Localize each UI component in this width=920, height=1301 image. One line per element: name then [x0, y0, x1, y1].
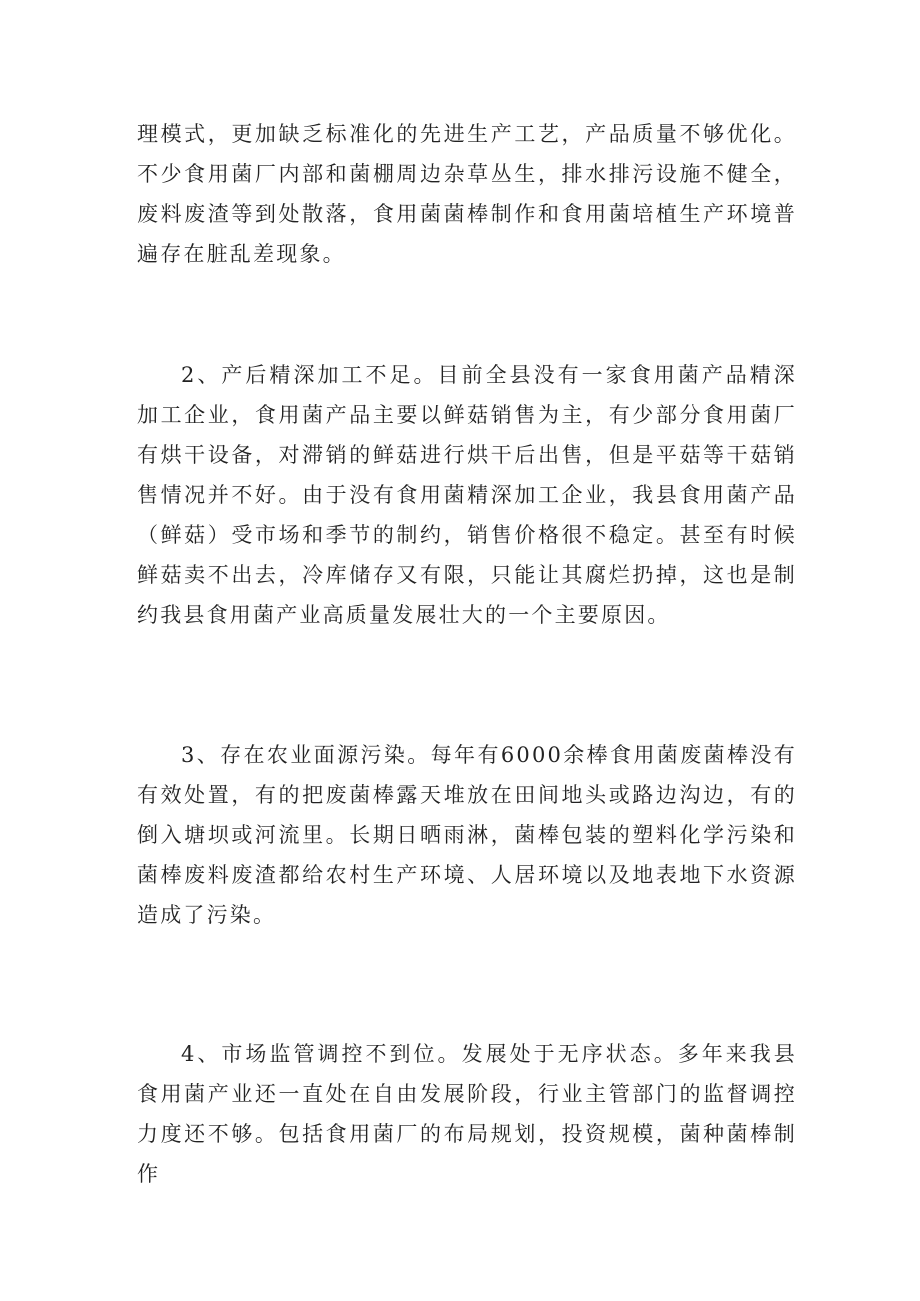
paragraph-continuation: 理模式，更加缺乏标准化的先进生产工艺，产品质量不够优化。不少食用菌厂内部和菌棚周边杂草丛生，排水排污设施不健全，废料废渣等到处散落，食用菌菌棒制作和食用菌培植生产环境普遍存在脏乱差现象。	[137, 122, 797, 266]
paragraph-item-3: 3、存在农业面源污染。每年有6000余棒食用菌废菌棒没有有效处置，有的把废菌棒露天堆放在田间地头或路边沟边，有的倒入塘坝或河流里。长期日晒雨淋，菌棒包装的塑料化学污染和菌棒废料废渣都给农村生产环境、人居环境以及地表地下水资源造成了污染。	[137, 743, 797, 927]
paragraph-item-4: 4、市场监管调控不到位。发展处于无序状态。多年来我县食用菌产业还一直处在自由发展阶段，行业主管部门的监督调控力度还不够。包括食用菌厂的布局规划，投资规模，菌种菌棒制作	[137, 1042, 797, 1186]
paragraph-item-2: 2、产后精深加工不足。目前全县没有一家食用菌产品精深加工企业，食用菌产品主要以鲜菇销售为主，有少部分食用菌厂有烘干设备，对滞销的鲜菇进行烘干后出售，但是平菇等干菇销售情况并不好。由于没有食用菌精深加工企业，我县食用菌产品（鲜菇）受市场和季节的制约，销售价格很不稳定。甚至有时候鲜菇卖不出去，冷库储存又有限，只能让其腐烂扔掉，这也是制约我县食用菌产业高质量发展壮大的一个主要原因。	[137, 363, 797, 627]
